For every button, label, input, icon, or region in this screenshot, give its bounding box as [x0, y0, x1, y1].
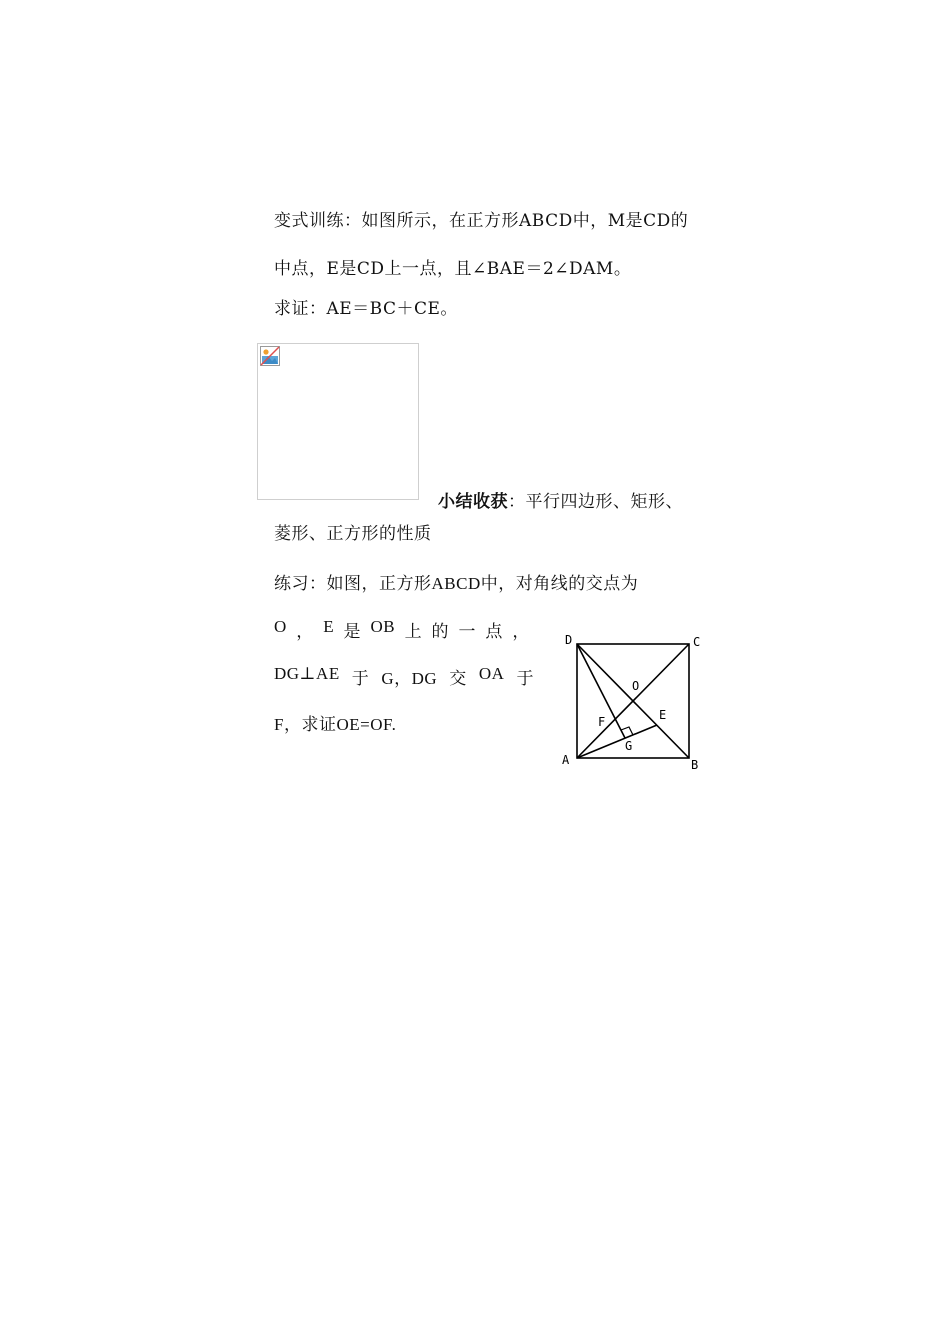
variant-line-3: 求证：AE＝BC＋CE。 [274, 299, 458, 319]
label-c: C [693, 635, 701, 649]
practice-word: E [323, 617, 335, 636]
practice-word: 一 [458, 622, 476, 641]
practice-word: OA [478, 664, 505, 683]
practice-word: 的 [431, 622, 450, 641]
label-g: G [625, 739, 633, 753]
missing-figure-image [257, 343, 419, 500]
summary-line-2: 菱形、正方形的性质 [274, 524, 432, 544]
practice-word: G，DG [381, 669, 438, 688]
practice-word: ， [512, 622, 530, 641]
label-f: F [598, 715, 606, 729]
practice-word: 点 [485, 622, 503, 641]
practice-word: 于 [351, 669, 370, 688]
practice-line-2 [274, 617, 530, 642]
label-a: A [562, 753, 570, 767]
label-o: O [632, 679, 640, 693]
square-figure [555, 628, 715, 776]
label-e: E [659, 708, 667, 722]
practice-word: 于 [516, 669, 534, 688]
practice-word: ， [296, 622, 314, 641]
broken-image-icon [260, 346, 280, 366]
practice-line-1: 练习：如图，正方形ABCD中，对角线的交点为 [274, 574, 639, 593]
summary-line-1 [438, 487, 683, 512]
variant-line-1: 变式训练：如图所示，在正方形ABCD中，M是CD的 [274, 211, 689, 231]
label-d: D [565, 633, 573, 647]
practice-word: 交 [449, 669, 467, 688]
summary-text: ：平行四边形、矩形、 [508, 492, 683, 512]
practice-word: 上 [404, 622, 423, 641]
practice-word: 是 [343, 622, 362, 641]
practice-line-4: F，求证OE=OF. [274, 715, 397, 734]
practice-word: DG⊥AE [274, 664, 340, 683]
practice-word: O [274, 617, 287, 636]
variant-line-2: 中点，E是CD上一点，且∠BAE＝2∠DAM。 [274, 259, 632, 279]
practice-line-3 [274, 664, 534, 689]
summary-heading: 小结收获 [438, 492, 508, 512]
practice-word: OB [370, 617, 396, 636]
label-b: B [691, 758, 699, 772]
segment-ae [577, 725, 657, 758]
